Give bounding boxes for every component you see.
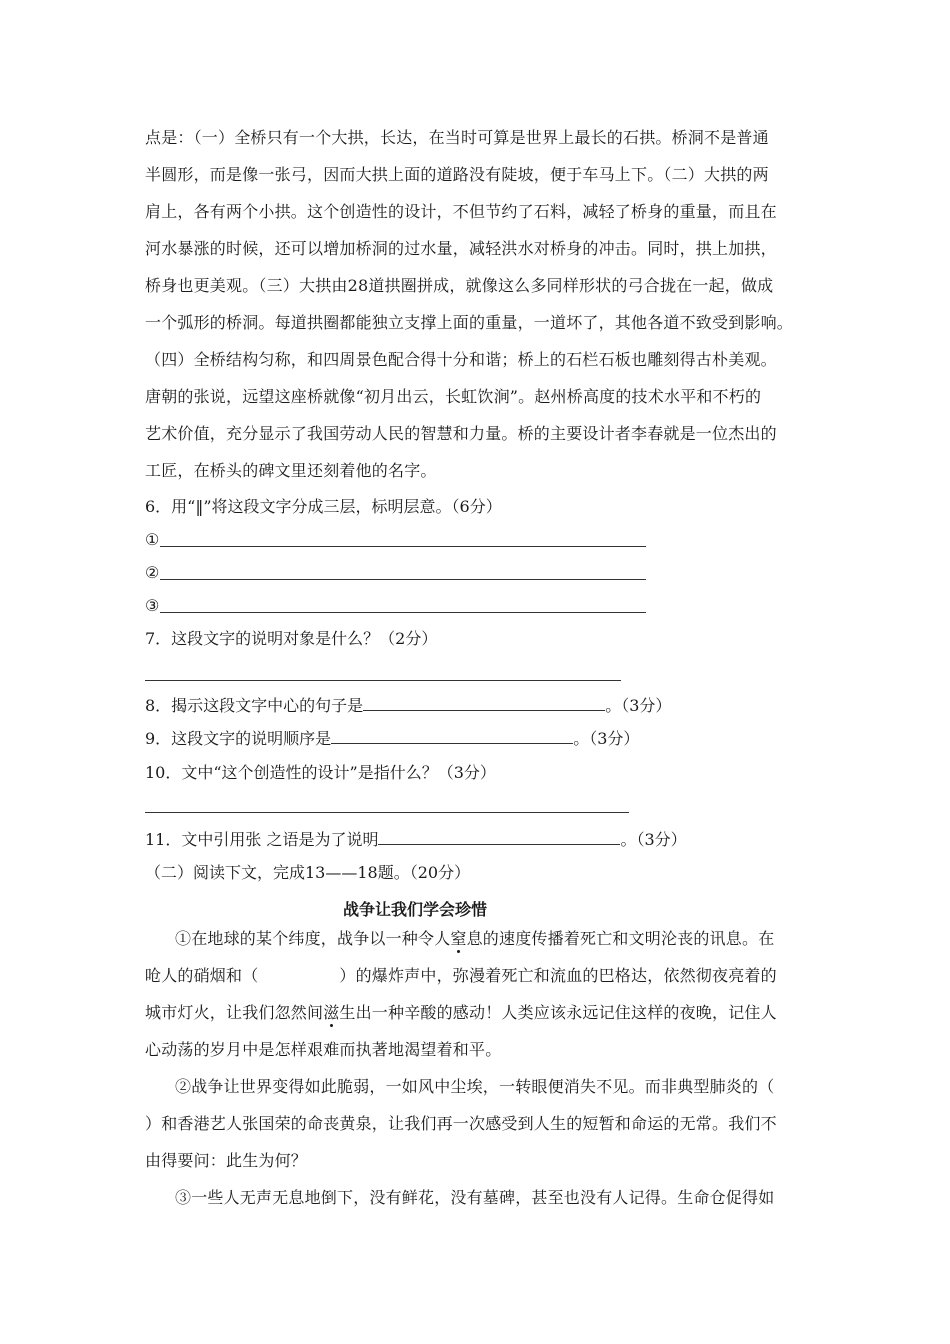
p3-line-1: ③一些人无声无息地倒下，没有鲜花，没有墓碑，甚至也没有人记得。生命仓促得如 — [175, 1188, 775, 1207]
p2-line-2: ）和香港艺人张国荣的命丧黄泉，让我们再一次感受到人生的短暂和命运的无常。我们不 — [145, 1114, 777, 1133]
question-9 — [145, 729, 815, 749]
question-7: 7．这段文字的说明对象是什么？（2分） — [145, 629, 438, 648]
q6-answer-line-3[interactable] — [160, 612, 646, 613]
q11-suffix: 。（3分） — [620, 830, 687, 849]
p1-line-3 — [145, 1003, 815, 1023]
passage-line-4: 河水暴涨的时候，还可以增加桥洞的过水量，减轻洪水对桥身的冲击。同时，拱上加拱， — [145, 239, 777, 258]
passage-line-10: 工匠，在桥头的碑文里还刻着他的名字。 — [145, 461, 437, 480]
article-title: 战争让我们学会珍惜 — [342, 900, 487, 919]
question-8 — [145, 696, 815, 716]
q9-answer-blank[interactable] — [331, 729, 573, 744]
p2-line-1: ②战争让世界变得如此脆弱，一如风中尘埃，一转眼便消失不见。而非典型肺炎的（ — [175, 1077, 775, 1096]
passage-line-1: 点是：（一）全桥只有一个大拱，长达，在当时可算是世界上最长的石拱。桥洞不是普通 — [145, 128, 769, 147]
question-11 — [145, 830, 815, 850]
q6-answer-line-1[interactable] — [160, 546, 646, 547]
p1-line-2: 呛人的硝烟和（ ）的爆炸声中，弥漫着死亡和流血的巴格达，依然彻夜亮着的 — [145, 966, 777, 985]
question-6: 6．用“‖”将这段文字分成三层，标明层意。（6分） — [145, 497, 502, 516]
q6-answer-line-2[interactable] — [160, 579, 646, 580]
p1-line-1a: ①在地球的某个纬度，战争以一种令人 — [175, 929, 451, 948]
passage-line-2: 半圆形，而是像一张弓，因而大拱上面的道路没有陡坡，便于车马上下。（二）大拱的两 — [145, 165, 769, 184]
p1-line-3b: 生出一种辛酸的感动！人类应该永远记住这样的夜晚，记住人 — [339, 1003, 777, 1022]
q8-answer-blank[interactable] — [363, 696, 605, 711]
q7-answer-line[interactable] — [145, 680, 621, 681]
passage-line-5: 桥身也更美观。（三）大拱由28道拱圈拼成，就像这么多同样形状的弓合拢在一起，做成 — [145, 276, 774, 295]
p1-line-1 — [175, 929, 815, 949]
emphasis-char: 滋 — [323, 1003, 340, 1022]
q8-prefix: 8．揭示这段文字中心的句子是 — [145, 696, 364, 715]
passage-line-9: 艺术价值，充分显示了我国劳动人民的智慧和力量。桥的主要设计者李春就是一位杰出的 — [145, 424, 777, 443]
emphasis-char: 窒 — [450, 929, 467, 948]
p1-line-3a: 城市灯火，让我们忽然间 — [145, 1003, 324, 1022]
q6-mark-1: ① — [145, 530, 160, 549]
q6-mark-3: ③ — [145, 596, 160, 615]
passage-line-6: 一个弧形的桥洞。每道拱圈都能独立支撑上面的重量，一道坏了，其他各道不致受到影响。 — [145, 313, 794, 332]
q9-suffix: 。（3分） — [573, 729, 640, 748]
q11-answer-blank[interactable] — [378, 830, 620, 845]
passage-line-8: 唐朝的张说，远望这座桥就像“初月出云，长虹饮涧”。赵州桥高度的技术水平和不朽的 — [145, 387, 762, 406]
q9-prefix: 9．这段文字的说明顺序是 — [145, 729, 332, 748]
section-2-instruction: （二）阅读下文，完成13——18题。（20分） — [145, 863, 471, 882]
q8-suffix: 。（3分） — [605, 696, 672, 715]
p2-line-3: 由得要问：此生为何？ — [145, 1151, 308, 1170]
p1-line-1b: 息的速度传播着死亡和文明沦丧的讯息。在 — [466, 929, 775, 948]
passage-line-3: 肩上，各有两个小拱。这个创造性的设计，不但节约了石料，减轻了桥身的重量，而且在 — [145, 202, 777, 221]
passage-line-7: （四）全桥结构匀称，和四周景色配合得十分和谐；桥上的石栏石板也雕刻得古朴美观。 — [145, 350, 777, 369]
q10-answer-line[interactable] — [145, 812, 629, 813]
question-10: 10．文中“这个创造性的设计”是指什么？（3分） — [145, 763, 496, 782]
q11-prefix: 11．文中引用张 之语是为了说明 — [145, 830, 379, 849]
q6-mark-2: ② — [145, 563, 160, 582]
p1-line-4: 心动荡的岁月中是怎样艰难而执著地渴望着和平。 — [145, 1040, 502, 1059]
